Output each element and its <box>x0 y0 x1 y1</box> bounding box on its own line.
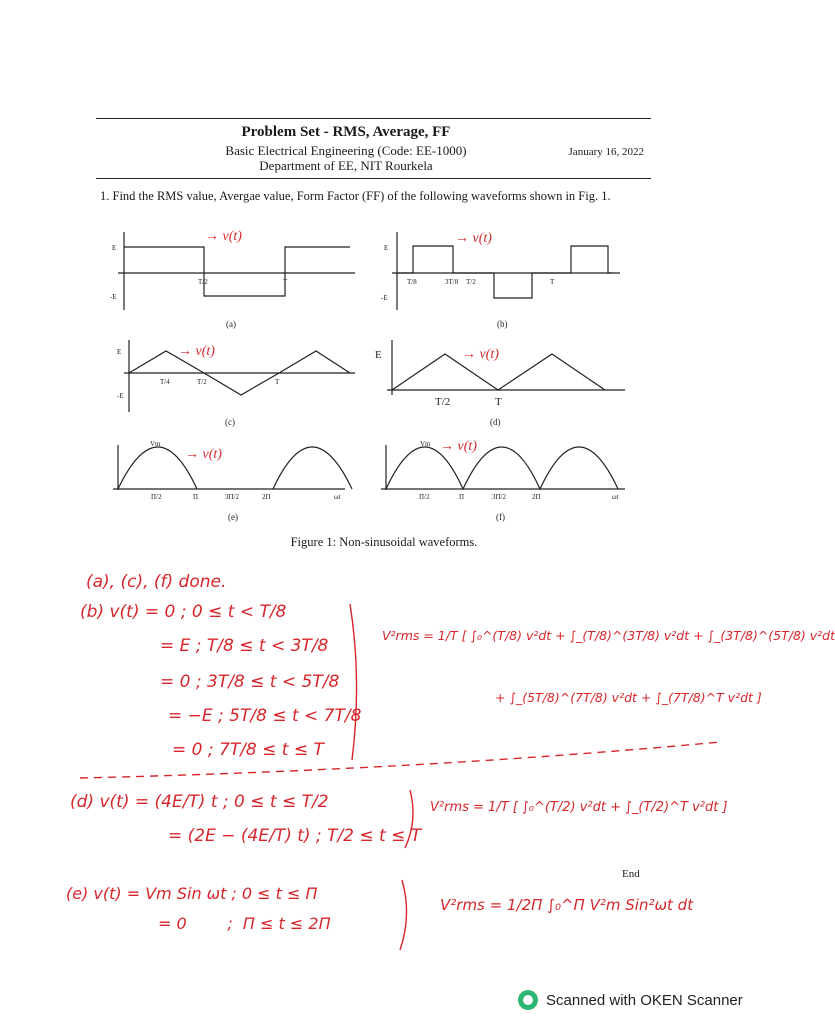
panel-a-tick-1: T/2 <box>198 278 208 286</box>
panel-a-level-E: E <box>112 244 117 252</box>
panel-c-tick-3: T <box>275 378 280 386</box>
hw-b-formula-2: + ∫_(5T/8)^(7T/8) v²dt + ∫_(7T/8)^T v²dt ] <box>495 690 762 705</box>
panel-b-level-negE: -E <box>381 294 388 302</box>
panel-d-level-E: E <box>375 349 382 361</box>
panel-e-tick-4: 2Π <box>262 493 271 501</box>
figure-caption: Figure 1: Non-sinusoidal waveforms. <box>290 535 478 549</box>
panel-e-label: (e) <box>228 512 238 522</box>
panel-c-level-E: E <box>117 348 122 356</box>
panel-e-tick-1: Π/2 <box>151 493 162 501</box>
panel-c-label: (c) <box>225 417 235 427</box>
hw-b-line-1: (b) v(t) = 0 ; 0 ≤ t < T/8 <box>80 602 287 622</box>
panel-c-tick-1: T/4 <box>160 378 170 386</box>
panel-e-tick-2: Π <box>193 493 199 501</box>
panel-e-tick-3: 3Π/2 <box>225 493 239 501</box>
scanner-watermark <box>518 990 743 1010</box>
page-title: Problem Set - RMS, Average, FF <box>241 124 451 140</box>
annotation-b: → v(t) <box>455 231 492 246</box>
hw-b-formula-1: V²rms = 1/T [ ∫₀^(T/8) v²dt + ∫_(T/8)^(3T/8) v²dt + ∫_(3T/8)^(5T/8) v²dt <box>382 628 835 643</box>
panel-f-tick-5: ωt <box>612 493 619 501</box>
panel-d-label: (d) <box>490 417 501 427</box>
hw-d-formula: V²rms = 1/T [ ∫₀^(T/2) v²dt + ∫_(T/2)^T v²dt ] <box>430 800 728 815</box>
course-line: Basic Electrical Engineering (Code: EE-1000) <box>225 143 467 158</box>
panel-a-tick-2: T <box>283 278 288 286</box>
panel-a-label: (a) <box>226 319 236 329</box>
panel-c-tick-2: T/2 <box>197 378 207 386</box>
panel-c-level-negE: -E <box>117 392 124 400</box>
panel-f-tick-2: Π <box>459 493 465 501</box>
panel-f-tick-3: 3Π/2 <box>492 493 506 501</box>
panel-e-tick-5: ωt <box>334 493 341 501</box>
panel-e-peak: Vm <box>150 440 161 448</box>
scanner-text: Scanned with OKEN Scanner <box>546 991 743 1009</box>
hw-b-line-3: = 0 ; 3T/8 ≤ t < 5T/8 <box>160 672 340 692</box>
annotation-d: → v(t) <box>462 347 499 362</box>
header-date: January 16, 2022 <box>568 146 644 158</box>
end-marker: End <box>622 868 640 880</box>
hw-b-line-4: = −E ; 5T/8 ≤ t < 7T/8 <box>168 706 362 726</box>
handwritten-done-note: (a), (c), (f) done. <box>86 572 227 592</box>
hw-e-formula: V²rms = 1/2Π ∫₀^Π V²m Sin²ωt dt <box>440 896 694 914</box>
panel-b-tick-2: 3T/8 <box>445 278 459 286</box>
hw-e-line-2: = 0 ; Π ≤ t ≤ 2Π <box>158 914 331 933</box>
scanner-logo-icon <box>518 990 538 1010</box>
hw-b-line-2: = E ; T/8 ≤ t < 3T/8 <box>160 636 329 656</box>
panel-f-peak: Vm <box>420 440 431 448</box>
annotation-e: → v(t) <box>185 447 222 462</box>
panel-b-tick-1: T/8 <box>407 278 417 286</box>
hw-e-line-1: (e) v(t) = Vm Sin ωt ; 0 ≤ t ≤ Π <box>66 884 318 903</box>
panel-f-label: (f) <box>496 512 505 522</box>
panel-b-level-E: E <box>384 244 389 252</box>
hw-d-line-2: = (2E − (4E/T) t) ; T/2 ≤ t ≤ T <box>168 826 422 846</box>
panel-a-level-negE: -E <box>110 293 117 301</box>
panel-b-tick-4: T <box>550 278 555 286</box>
annotation-a: → v(t) <box>205 229 242 244</box>
hw-b-line-5: = 0 ; 7T/8 ≤ t ≤ T <box>172 740 324 760</box>
hw-d-line-1: (d) v(t) = (4E/T) t ; 0 ≤ t ≤ T/2 <box>70 792 329 812</box>
panel-d-tick-2: T <box>495 396 502 408</box>
department-line: Department of EE, NIT Rourkela <box>259 158 433 173</box>
panel-b-label: (b) <box>497 319 508 329</box>
panel-f-tick-4: 2Π <box>532 493 541 501</box>
annotation-f: → v(t) <box>440 439 477 454</box>
panel-d-tick-1: T/2 <box>435 396 451 408</box>
panel-b-tick-3: T/2 <box>466 278 476 286</box>
annotation-c: → v(t) <box>178 344 215 359</box>
panel-f-tick-1: Π/2 <box>419 493 430 501</box>
question-text: 1. Find the RMS value, Avergae value, Form Factor (FF) of the following waveforms shown in Fig. 1. <box>100 189 611 203</box>
